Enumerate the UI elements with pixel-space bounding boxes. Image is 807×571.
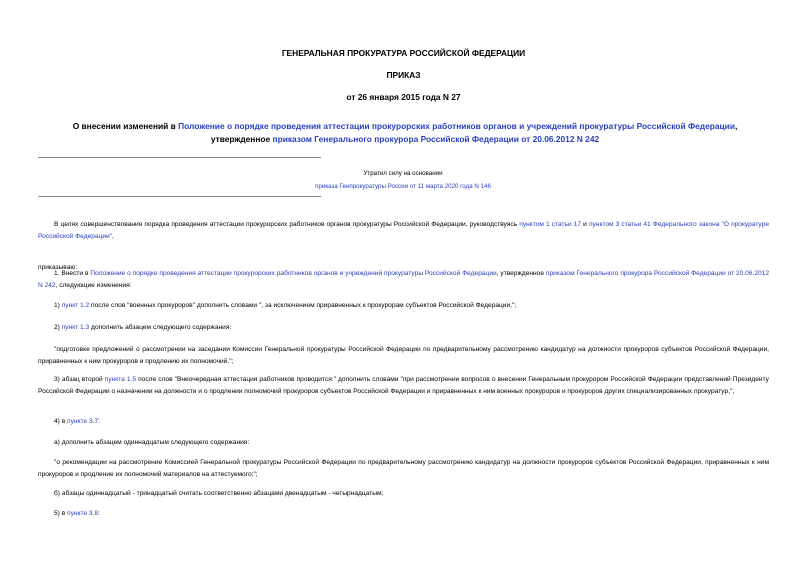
doc-date-number: от 26 января 2015 года N 27 <box>346 92 461 102</box>
subitem-3-link[interactable]: пункта 1.5 <box>104 376 137 383</box>
subitem-3-text: после слов "Внеочередная аттестация работников проводится:" дополнить словами "при рассмотрении вопросов о внесении Генеральным прокурором Российской Федерации представлений Президенту Российской Федерации о назначении на должности и о продлении полномочий прокуроров субъектов Российской Федерации и приравненных к ним военных прокуроров и прокуроров других специализированных прокуратур,"; <box>38 376 769 395</box>
intro-link-art41[interactable]: пунктом 3 статьи 41 Федерального закона "О прокуратуре Российской Федерации" <box>38 221 769 240</box>
item-1-mid: , утвержденное <box>496 270 546 277</box>
divider-top <box>38 157 321 158</box>
quote-2: "о рекомендации на рассмотрение Комиссией Генеральной прокуратуры Российской Федерации по предварительному рассмотрению кандидатур на должности прокуроров субъектов Российской Федерации, приравненных к ним прокуроров и продление их полномочий материалов на аттестуемого;"; <box>38 459 769 478</box>
intro-end: , <box>112 232 114 240</box>
expired-link[interactable]: приказа Генпрокуратуры России от 11 марта 2020 года N 146 <box>315 183 491 190</box>
expired-note <box>253 167 553 193</box>
subitem-2 <box>38 322 769 334</box>
subitem-4-num: 4) в <box>54 418 68 425</box>
intro-link-art17[interactable]: пунктом 1 статьи 17 <box>519 221 582 228</box>
divider-bottom <box>38 196 321 197</box>
title-text-2: , утвержденное <box>210 121 738 144</box>
intro-text: В целях совершенствования порядка проведения аттестации прокурорских работников органов прокуратуры Российской Федерации, руководствуясь <box>54 221 520 228</box>
item-1 <box>38 268 769 291</box>
doc-type: ПРИКАЗ <box>386 70 421 80</box>
item-1-text: 1. Внести в <box>54 270 91 277</box>
subitem-5-num: 5) в <box>54 510 68 517</box>
subitem-4-end: : <box>98 418 100 425</box>
intro-and: и <box>581 221 589 228</box>
doc-title <box>52 120 758 146</box>
subitem-3-num: 3) абзац второй <box>54 376 105 383</box>
subitem-4a: а) дополнить абзацем одиннадцатым следующего содержания: <box>54 439 250 446</box>
item-1-end: , следующие изменения: <box>55 281 132 289</box>
order-word: приказываю: <box>38 264 78 271</box>
item-1-link-order[interactable]: приказом Генерального прокурора Российской Федерации от 20.06.2012 N 242 <box>38 270 770 289</box>
quote-1: "подготовке предложений о рассмотрении на заседании Комиссии Генеральной прокуратуры Российской Федерации по предварительному рассмотрению кандидатур на должности прокуроров субъектов Российской Федерации, приравненных к ним прокуроров и продлению их полномочий."; <box>38 346 769 365</box>
subitem-2-text: дополнить абзацем следующего содержания: <box>89 324 232 331</box>
title-text-1: О внесении изменений в <box>72 121 179 131</box>
expired-line: Утратил силу на основании <box>363 170 443 177</box>
subitem-1 <box>38 300 769 312</box>
title-link-regulation[interactable]: Положение о порядке проведения аттестации прокурорских работников органов и учреждений прокуратуры Российской Федерации <box>178 121 735 131</box>
title-link-order[interactable]: приказом Генерального прокурора Российской Федерации от 20.06.2012 N 242 <box>272 134 600 144</box>
org-name: ГЕНЕРАЛЬНАЯ ПРОКУРАТУРА РОССИЙСКОЙ ФЕДЕРАЦИИ <box>281 48 526 58</box>
subitem-1-link[interactable]: пункт 1.2 <box>61 302 90 309</box>
intro-paragraph <box>38 219 769 242</box>
subitem-2-link[interactable]: пункт 1.3 <box>61 324 90 331</box>
subitem-5-link[interactable]: пункте 3.8 <box>67 510 99 517</box>
subitem-4-link[interactable]: пункте 3.7 <box>67 418 99 425</box>
subitem-2-num: 2) <box>54 324 62 331</box>
subitem-4 <box>38 416 769 428</box>
subitem-5-end: : <box>98 510 100 517</box>
item-1-link-regulation[interactable]: Положение о порядке проведения аттестации прокурорских работников органов и учреждений прокуратуры Российской Федерации <box>90 270 497 277</box>
subitem-5 <box>38 508 769 520</box>
subitem-3 <box>38 374 769 397</box>
subitem-1-text: после слов "военных прокуроров" дополнить словами ", за исключением приравненных к прокурорам субъектов Российской Федерации,"; <box>89 302 517 309</box>
subitem-4b: б) абзацы одиннадцатый - тринадцатый считать соответственно абзацами двенадцатым - четырнадцатым; <box>54 490 384 497</box>
subitem-1-num: 1) <box>54 302 62 309</box>
